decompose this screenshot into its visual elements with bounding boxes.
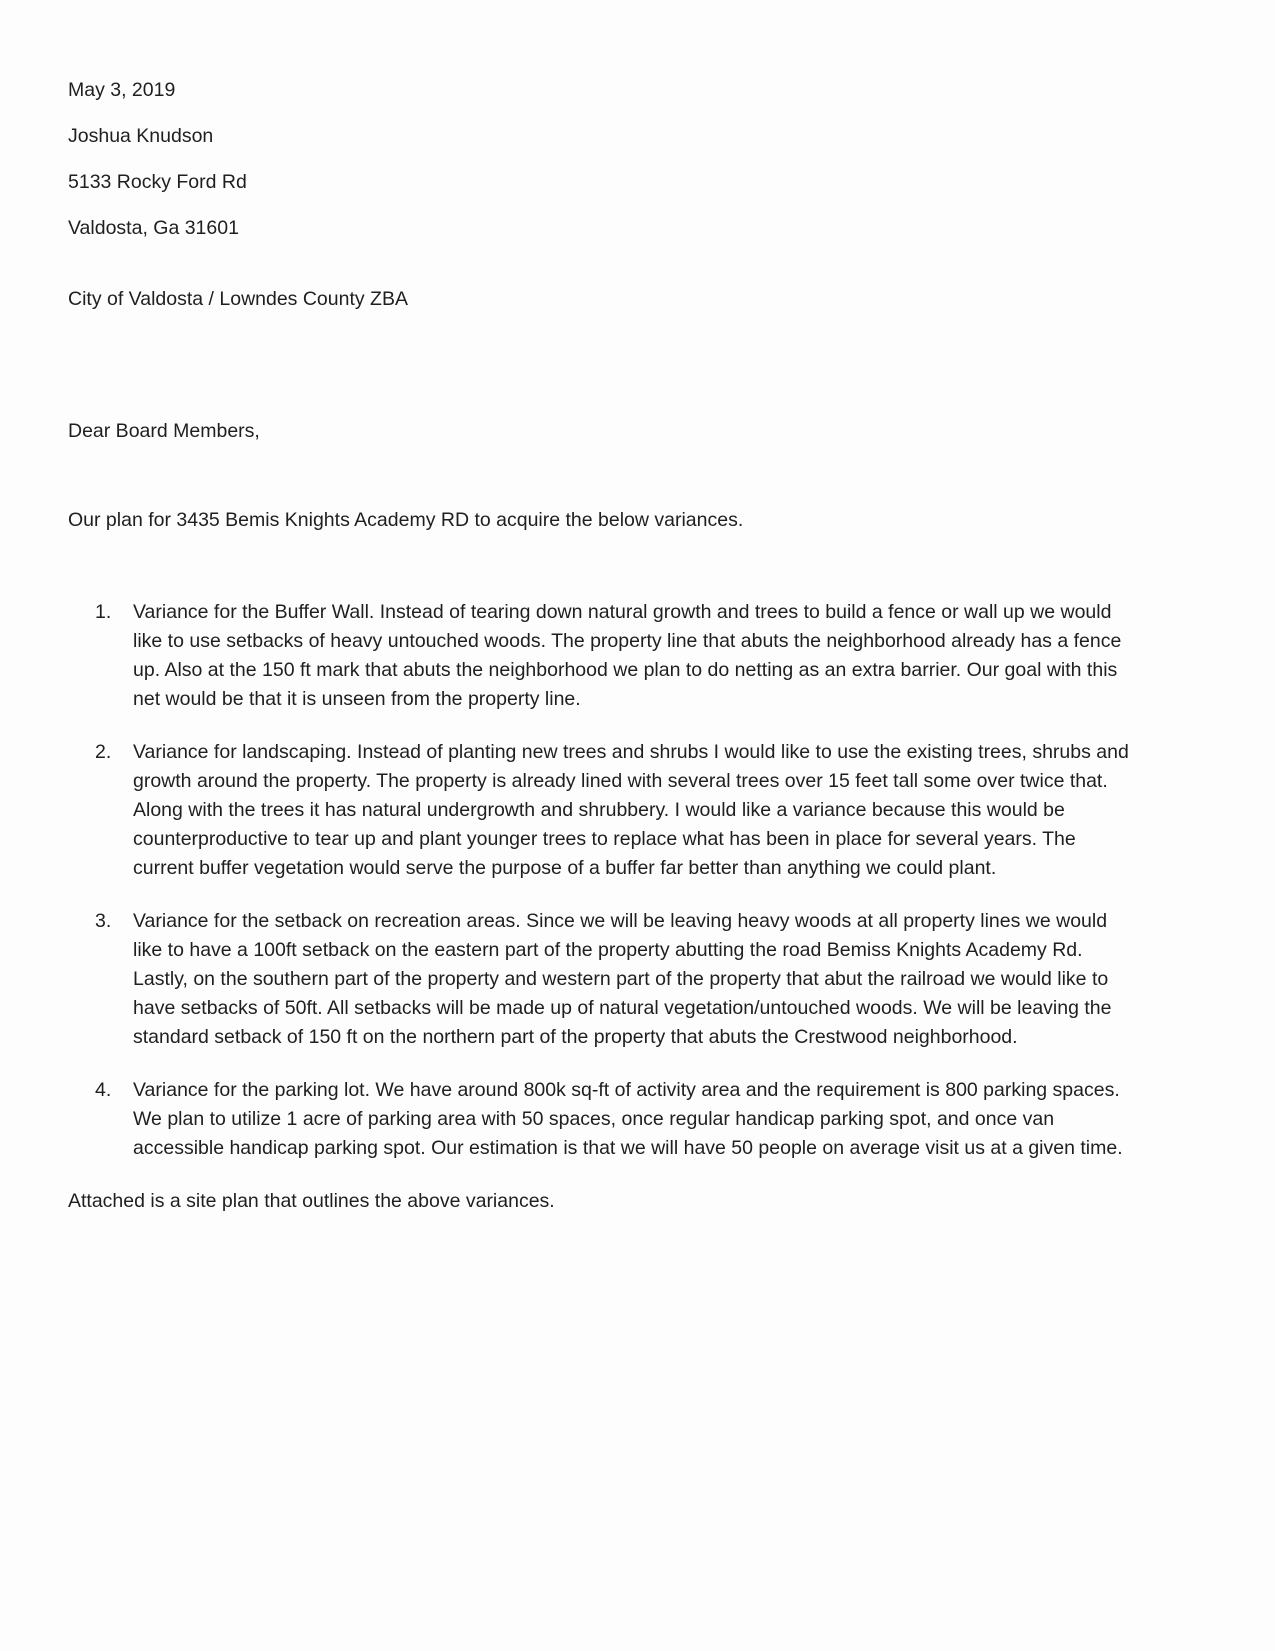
variance-item-3 (95, 907, 1145, 1052)
variance-item-2 (95, 738, 1145, 883)
variance-number: 4. (95, 1079, 112, 1101)
sender-name: Joshua Knudson (68, 125, 214, 147)
recipient: City of Valdosta / Lowndes County ZBA (68, 288, 408, 310)
letter-date: May 3, 2019 (68, 79, 176, 101)
variance-text-buffer-wall: Variance for the Buffer Wall. Instead of tearing down natural growth and trees to build a fence or wall up we would like to use setbacks of heavy untouched woods. The property line that abuts the neighborhood already has a fence up. Also at the 150 ft mark that abuts the neighborhood we plan to do netting as an extra barrier. Our goal with this net would be that it is unseen from the property line. (133, 601, 1122, 710)
intro-sentence: Our plan for 3435 Bemis Knights Academy RD to acquire the below variances. (68, 509, 744, 531)
variance-number: 2. (95, 741, 112, 763)
sender-address-city: Valdosta, Ga 31601 (68, 217, 239, 239)
salutation: Dear Board Members, (68, 420, 260, 442)
variance-list (95, 598, 1145, 1163)
variance-number: 1. (95, 601, 112, 623)
variance-item-1 (95, 598, 1145, 714)
variance-text-parking-lot: Variance for the parking lot. We have around 800k sq-ft of activity area and the requirement is 800 parking spaces. We plan to utilize 1 acre of parking area with 50 spaces, once regular handicap parking spot, and once van accessible handicap parking spot. Our estimation is that we will have 50 people on average visit us at a given time. (133, 1079, 1123, 1159)
closing-sentence: Attached is a site plan that outlines the above variances. (68, 1190, 555, 1212)
variance-text-landscaping: Variance for landscaping. Instead of planting new trees and shrubs I would like to use the existing trees, shrubs and growth around the property. The property is already lined with several trees over 15 feet tall some over twice that. Along with the trees it has natural undergrowth and shrubbery. I would like a variance because this would be counterproductive to tear up and plant younger trees to replace what has been in place for several years. The current buffer vegetation would serve the purpose of a buffer far better than anything we could plant. (133, 741, 1129, 879)
variance-text-setback-recreation: Variance for the setback on recreation areas. Since we will be leaving heavy woods at all property lines we would like to have a 100ft setback on the eastern part of the property abutting the road Bemiss Knights Academy Rd. Lastly, on the southern part of the property and western part of the property that abut the railroad we would like to have setbacks of 50ft. All setbacks will be made up of natural vegetation/untouched woods. We will be leaving the standard setback of 150 ft on the northern part of the property that abuts the Crestwood neighborhood. (133, 910, 1112, 1048)
variance-item-4 (95, 1076, 1145, 1163)
letter-body (68, 76, 1145, 1216)
variance-number: 3. (95, 910, 112, 932)
sender-address-street: 5133 Rocky Ford Rd (68, 171, 247, 193)
